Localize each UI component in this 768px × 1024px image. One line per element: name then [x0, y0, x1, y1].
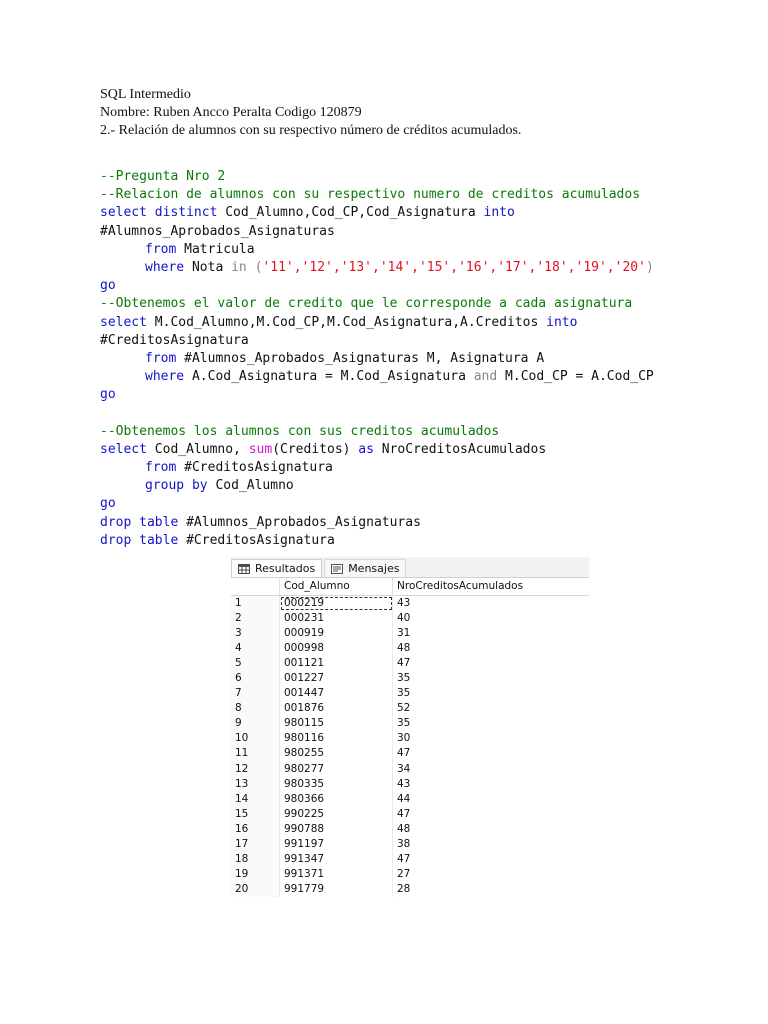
code-keyword: from	[145, 350, 177, 366]
code-text: Cod_Alumno,Cod_CP,Cod_Asignatura	[217, 205, 484, 221]
table-row[interactable]	[231, 867, 589, 882]
cell-nro-creditos[interactable]: 27	[397, 867, 411, 880]
code-function: sum	[248, 441, 273, 457]
table-row[interactable]	[231, 822, 589, 837]
cell-cod-alumno[interactable]: 000219	[280, 596, 393, 611]
code-line	[100, 514, 654, 532]
row-number: 17	[231, 837, 280, 852]
table-row[interactable]	[231, 611, 589, 626]
code-keyword: drop table	[100, 514, 179, 530]
table-row[interactable]	[231, 777, 589, 792]
row-number: 4	[231, 641, 280, 656]
code-text: (Creditos)	[272, 441, 359, 457]
code-keyword: drop table	[100, 532, 179, 548]
cell-nro-creditos[interactable]: 48	[397, 822, 411, 835]
row-number: 5	[231, 656, 280, 671]
table-row[interactable]	[231, 686, 589, 701]
cell-cod-alumno[interactable]: 980255	[280, 746, 393, 761]
code-keyword: select	[100, 441, 147, 457]
code-line	[100, 259, 654, 277]
row-number: 11	[231, 746, 280, 761]
table-row[interactable]	[231, 656, 589, 671]
cell-nro-creditos[interactable]: 40	[397, 612, 411, 625]
cell-nro-creditos[interactable]: 35	[397, 717, 411, 730]
cell-nro-creditos[interactable]: 48	[397, 642, 411, 655]
code-text: #CreditosAsignatura	[176, 460, 333, 475]
row-number: 6	[231, 671, 280, 686]
row-number: 13	[231, 777, 280, 792]
cell-cod-alumno[interactable]: 991347	[280, 852, 393, 867]
row-number: 2	[231, 611, 280, 626]
code-text: Cod_Alumno,	[146, 441, 249, 457]
code-comment: --Pregunta Nro 2	[100, 169, 226, 184]
cell-cod-alumno[interactable]: 980335	[280, 777, 393, 792]
table-row[interactable]	[231, 671, 589, 686]
code-line: #CreditosAsignatura	[100, 332, 249, 348]
table-row[interactable]	[231, 596, 589, 611]
table-row[interactable]	[231, 762, 589, 777]
code-keyword: as	[358, 441, 374, 457]
code-keyword: where	[145, 369, 185, 385]
row-number: 10	[231, 731, 280, 746]
document-header	[100, 86, 521, 140]
doc-author: Nombre: Ruben Ancco Peralta Codigo 120879	[100, 105, 362, 120]
table-row[interactable]	[231, 882, 589, 897]
cell-cod-alumno[interactable]: 001227	[280, 671, 393, 686]
tab-mensajes-label: Mensajes	[348, 562, 400, 575]
code-paren: (	[246, 259, 263, 275]
cell-nro-creditos[interactable]: 44	[397, 792, 411, 805]
code-blank-line	[100, 404, 654, 422]
table-row[interactable]	[231, 837, 589, 852]
grid-header-row	[231, 578, 589, 596]
cell-cod-alumno[interactable]: 991371	[280, 867, 393, 882]
code-text: M.Cod_CP = A.Cod_CP	[497, 369, 654, 385]
code-keyword: from	[145, 241, 177, 257]
code-go: go	[100, 387, 116, 403]
code-line	[100, 532, 654, 550]
code-line	[100, 477, 654, 495]
row-number: 19	[231, 867, 280, 882]
table-row[interactable]	[231, 731, 589, 746]
code-comment: --Obtenemos los alumnos con sus creditos acumulados	[100, 423, 500, 439]
cell-nro-creditos[interactable]: 47	[397, 657, 411, 670]
code-line	[100, 459, 654, 477]
code-line	[100, 368, 654, 386]
cell-cod-alumno[interactable]: 980277	[280, 762, 393, 777]
code-keyword: select	[100, 314, 147, 330]
code-text: #Alumnos_Aprobados_Asignaturas	[178, 514, 421, 530]
tab-resultados[interactable]	[231, 559, 322, 577]
grid-icon	[238, 564, 250, 574]
cell-cod-alumno[interactable]: 001447	[280, 686, 393, 701]
code-go: go	[100, 496, 116, 512]
table-row[interactable]	[231, 807, 589, 822]
cell-nro-creditos[interactable]: 47	[397, 807, 411, 820]
column-header-nro-creditos[interactable]: NroCreditosAcumulados	[397, 580, 524, 592]
cell-nro-creditos[interactable]: 35	[397, 672, 411, 685]
row-number: 20	[231, 882, 280, 897]
cell-nro-creditos[interactable]: 43	[397, 597, 411, 609]
row-number: 16	[231, 822, 280, 837]
code-line	[100, 441, 654, 459]
code-keyword: into	[483, 205, 515, 221]
row-number: 18	[231, 852, 280, 867]
tab-mensajes[interactable]	[324, 559, 406, 577]
code-text: M.Cod_Alumno,M.Cod_CP,M.Cod_Asignatura,A.Creditos	[146, 314, 547, 330]
cell-cod-alumno[interactable]: 991197	[280, 837, 393, 852]
cell-cod-alumno[interactable]: 980116	[280, 731, 393, 746]
row-number: 9	[231, 716, 280, 731]
cell-cod-alumno[interactable]: 980366	[280, 792, 393, 807]
row-number: 8	[231, 701, 280, 716]
table-row[interactable]	[231, 852, 589, 867]
code-line	[100, 314, 654, 332]
code-text: A.Cod_Asignatura = M.Cod_Asignatura	[184, 369, 474, 385]
cell-nro-creditos[interactable]: 30	[397, 732, 411, 745]
row-number: 14	[231, 792, 280, 807]
code-comment: --Obtenemos el valor de credito que le corresponde a cada asignatura	[100, 296, 633, 312]
results-tabs	[231, 557, 589, 578]
cell-nro-creditos[interactable]: 52	[397, 702, 411, 715]
cell-cod-alumno[interactable]: 980115	[280, 716, 393, 731]
code-line	[100, 350, 654, 368]
table-row[interactable]	[231, 716, 589, 731]
grid-body	[231, 596, 589, 897]
row-number: 3	[231, 626, 280, 641]
code-text: Cod_Alumno	[207, 478, 294, 494]
code-text: Matricula	[176, 241, 255, 257]
code-line: #Alumnos_Aprobados_Asignaturas	[100, 223, 335, 239]
code-text: Nota	[184, 259, 232, 275]
cell-cod-alumno[interactable]: 001876	[280, 701, 393, 716]
cell-nro-creditos[interactable]: 47	[397, 747, 411, 760]
table-row[interactable]	[231, 701, 589, 716]
code-operator: in	[231, 259, 247, 275]
table-row[interactable]	[231, 792, 589, 807]
sql-code-block	[100, 156, 654, 550]
code-line	[100, 204, 654, 222]
results-grid	[231, 557, 589, 895]
code-keyword: group by	[145, 478, 208, 494]
code-comment: --Relacion de alumnos con su respectivo numero de creditos acumulados	[100, 187, 641, 203]
code-go: go	[100, 278, 116, 294]
cell-cod-alumno[interactable]: 991779	[280, 882, 393, 897]
cell-cod-alumno[interactable]: 990788	[280, 822, 393, 837]
messages-icon	[331, 564, 343, 574]
cell-cod-alumno[interactable]: 990225	[280, 807, 393, 822]
code-paren: )	[645, 259, 654, 275]
cell-nro-creditos[interactable]: 38	[397, 837, 411, 850]
code-keyword: where	[145, 259, 185, 275]
column-header-cod-alumno[interactable]: Cod_Alumno	[280, 578, 393, 595]
row-number: 1	[231, 596, 280, 611]
doc-question: 2.- Relación de alumnos con su respectivo número de créditos acumulados.	[100, 123, 522, 138]
cell-cod-alumno[interactable]: 000919	[280, 626, 393, 641]
code-keyword: from	[145, 460, 177, 475]
cell-nro-creditos[interactable]: 47	[397, 852, 411, 865]
cell-nro-creditos[interactable]: 31	[397, 627, 411, 640]
code-line	[100, 241, 654, 259]
table-row[interactable]	[231, 746, 589, 761]
row-number: 7	[231, 686, 280, 701]
code-text: #Alumnos_Aprobados_Asignaturas M, Asignatura A	[176, 350, 545, 366]
code-keyword: select distinct	[100, 205, 218, 221]
cell-nro-creditos[interactable]: 28	[397, 882, 411, 895]
table-row[interactable]	[231, 641, 589, 656]
code-text: #CreditosAsignatura	[178, 532, 335, 548]
code-keyword: into	[546, 314, 578, 330]
code-string-list: '11','12','13','14','15','16','17','18','19','20'	[262, 259, 646, 275]
cell-nro-creditos[interactable]: 35	[397, 687, 411, 700]
code-text: NroCreditosAcumulados	[373, 441, 547, 457]
cell-cod-alumno[interactable]: 000998	[280, 641, 393, 656]
cell-cod-alumno[interactable]: 000231	[280, 611, 393, 626]
table-row[interactable]	[231, 626, 589, 641]
cell-cod-alumno[interactable]: 001121	[280, 656, 393, 671]
code-operator: and	[473, 369, 498, 385]
row-number: 15	[231, 807, 280, 822]
cell-nro-creditos[interactable]: 43	[397, 777, 411, 790]
doc-title: SQL Intermedio	[100, 87, 191, 102]
row-number-header	[231, 578, 280, 595]
row-number: 12	[231, 762, 280, 777]
tab-resultados-label: Resultados	[255, 562, 316, 575]
cell-nro-creditos[interactable]: 34	[397, 762, 411, 775]
